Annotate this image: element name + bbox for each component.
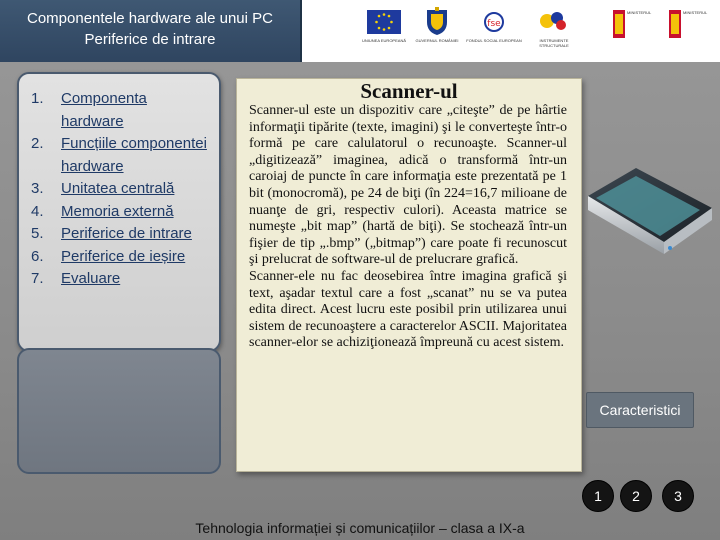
nav-item-unitatea-centrala[interactable]: [19, 178, 219, 201]
characteristics-button[interactable]: Caracteristici: [586, 392, 694, 428]
ministry-logo-2-icon: [669, 10, 681, 38]
nav-number: 5.: [31, 225, 44, 242]
page-2-button[interactable]: 2: [620, 480, 652, 512]
romania-coat-of-arms-icon: [425, 6, 449, 36]
navigation-list: [19, 88, 219, 291]
empty-panel: [17, 348, 221, 474]
nav-item-periferice-intrare[interactable]: [19, 223, 219, 246]
content-title: Scanner-ul: [360, 79, 458, 103]
nav-number: 2.: [31, 135, 44, 152]
scanner-image: [580, 150, 720, 270]
nav-link[interactable]: Evaluare: [61, 270, 121, 287]
content-paragraph-1: Scanner-ul este un dispozitiv care „citeşte” de pe hârtie informaţii tipărite (texte, imagini) şi le converteşte într-o formă pe care calulatorul o recunoaşte. Scanner-ul „digitizează” imaginea, adică o transformă într-un caroiaj de puncte în care informaţia este prezentată pe 1 bit (monocromă), pe 24 de biţi (în 224=16,7 milioane de nuanţe de gri, respectiv culori). Aceasta matrice se numeşte „bit map” (hartă de biţi). Se stochează într-un fişier de tip „.bmp” („bitmap”) care poate fi recunoscut şi prelucrat de software-ul de prelucrare grafică.: [249, 103, 567, 268]
slide-title: Componentele hardware ale unui PC: [27, 10, 273, 27]
nav-link[interactable]: Periferice de ieșire: [61, 247, 186, 265]
nav-number: 4.: [31, 202, 44, 220]
content-body: [237, 103, 581, 352]
ministry-2-caption: MINISTERUL: [683, 10, 708, 15]
government-caption: GUVERNUL ROMÂNIEI: [415, 38, 459, 43]
nav-item-periferice-iesire[interactable]: [19, 246, 219, 269]
instrumente-caption: INSTRUMENTE STRUCTURALE: [539, 38, 569, 48]
header-bar: [0, 0, 720, 62]
nav-link[interactable]: Periferice de intrare: [61, 225, 192, 242]
eu-caption: UNIUNEA EUROPEANĂ: [361, 38, 406, 43]
slide-subtitle: Periferice de intrare: [84, 31, 216, 48]
nav-number: 7.: [31, 270, 44, 287]
svg-text:fse: fse: [487, 19, 501, 29]
nav-link[interactable]: Unitatea centrală: [61, 180, 175, 197]
page-3-button[interactable]: 3: [662, 480, 694, 512]
page-1-button[interactable]: 1: [582, 480, 614, 512]
nav-number: 1.: [31, 90, 44, 107]
partner-logos: [305, 0, 720, 62]
nav-link[interactable]: Memoria externă: [61, 202, 174, 220]
nav-item-evaluare[interactable]: [19, 268, 219, 291]
fse-logo-icon: [479, 10, 509, 34]
nav-item-componenta-hardware[interactable]: [19, 88, 219, 133]
content-card: [236, 78, 582, 472]
ministry-logo-1-icon: [613, 10, 625, 38]
nav-number: 3.: [31, 180, 44, 197]
nav-item-functiile[interactable]: [19, 133, 219, 178]
nav-number: 6.: [31, 247, 44, 265]
ministry-1-caption: MINISTERUL: [627, 10, 652, 15]
footer-text: Tehnologia informației și comunicațiilor – clasa a IX-a: [195, 520, 525, 536]
nav-item-memoria-externa[interactable]: [19, 201, 219, 224]
nav-link[interactable]: Componenta hardware: [61, 90, 147, 130]
fse-caption: FONDUL SOCIAL EUROPEAN: [466, 38, 522, 43]
instrumente-structurale-icon: [537, 8, 571, 34]
slide-title-box: [0, 0, 302, 62]
nav-link[interactable]: Funcțiile componentei hardware: [61, 135, 207, 175]
eu-flag-icon: [367, 10, 401, 34]
content-paragraph-2: Scanner-ele nu fac deosebirea între imagina grafică şi text, aşadar textul care a fost „scanat” nu se va putea edita direct. Acest lucru este posibil prin utilizarea unui sistem de recunoaştere a caracterelor ASCII. Majoritatea scanner-elor se achiziţionează împreună cu acest sistem.: [249, 268, 567, 351]
navigation-panel: [17, 72, 221, 352]
